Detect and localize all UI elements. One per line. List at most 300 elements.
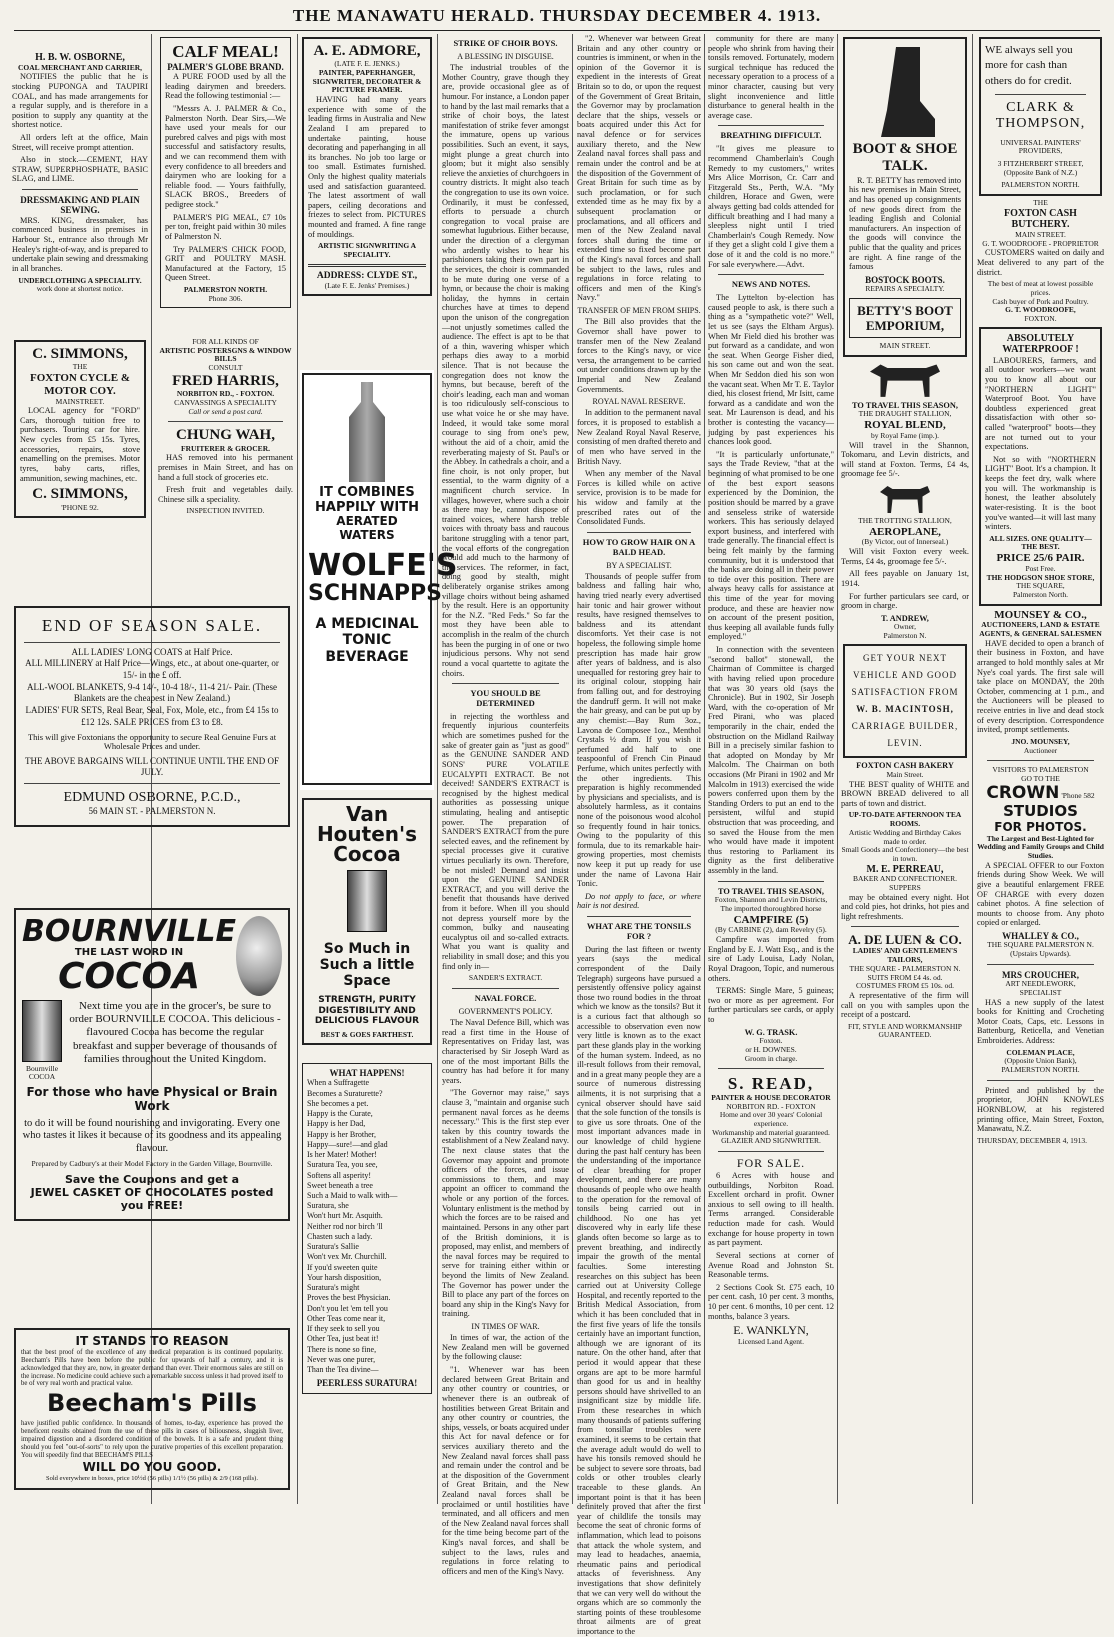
column-divider (437, 34, 438, 1504)
vh-l7: STRENGTH, PURITY DIGESTIBILITY AND DELICIOUS FLAVOUR (314, 995, 420, 1027)
verse-line: Won't vex Mr. Churchill. (307, 1252, 387, 1262)
choir-headline: STRIKE OF CHOIR BOYS. (453, 38, 558, 48)
croucher-spec: SPECIALIST (1019, 987, 1062, 997)
column-3 (442, 34, 569, 1576)
end-of-season-sale-ad (14, 606, 290, 827)
verse-line: Your harsh disposition, (307, 1272, 382, 1282)
verse-line: Softens all asperity! (307, 1170, 371, 1180)
naval-p2: "The Governor may raise," says clause 3, "maintain and organise such permanent naval forces as he deems necessary." This is the first step ever taken by this country towards the establishment of a New Zealand navy. The next clause states that the Governor may appoint and promote officers of the forces, and issue commissions to them, and may appoint an officer to command the whole or any portion of the forces. Voluntary enlistment is the method by which the forces are to be raised and maintained. Persons in any other part of the British dominions, it is proposed, may enlist, and members of the naval forces may be required to serve for training either within or beyond the limits of New Zealand. The Governor has power under the Bill to place any part of the forces on board any ship in the King's Navy for training. (442, 1088, 569, 1319)
blend-head: TO TRAVEL THIS SEASON, (852, 400, 958, 410)
vh-l1: Van (345, 802, 389, 826)
mounsey-trade: AUCTIONEERS, LAND & ESTATE AGENTS, & GENERAL SALESMEN (979, 620, 1102, 639)
mounsey-body: HAVE decided to open a branch of their business in Foxton, and have arranged to hold monthly sales at Mr Nye's coal yards. The first sale will take place on MONDAY, the 20th October, commencing at 1 p.m., and the Auctioneers will be pleased to receive entries in live and dead stock of every description. Correspondence invited, prompt settlements. (977, 638, 1104, 735)
imprint-body: Printed and published by the proprietor, JOHN KNOWLES HORNBLOW, at his registered printing office, Main Street, Foxton, Manawatu, N.Z. (977, 1085, 1104, 1134)
naval-headline: NAVAL FORCE. (474, 992, 537, 1003)
cocoa-tin-label: Bournville COCOA (25, 1063, 59, 1082)
verse-line: If you'd sweeten quite (307, 1262, 378, 1272)
betty-emporium: BETTY'S BOOT EMPORIUM, (857, 303, 953, 334)
read-work: Workmanship and material guaranteed. (712, 1127, 830, 1137)
naval-subhead2: IN TIMES OF WAR. (471, 1322, 540, 1331)
chung-invite: INSPECTION INVITED. (186, 506, 265, 516)
wanklyn-sig: E. WANKLYN, (733, 1323, 809, 1338)
verse-line: Never was one purer, (307, 1354, 376, 1364)
crown-name: CROWN (986, 782, 1060, 803)
read-painter-ad (708, 1074, 834, 1146)
bournville-prep: Prepared by Cadbury's at their Model Factory in the Garden Village, Bournville. (31, 1158, 273, 1168)
read-glaz: GLAZIER AND SIGNWRITER. (721, 1136, 821, 1146)
breathing-headline: BREATHING DIFFICULT. (720, 130, 822, 141)
calf-sub: PALMER'S GLOBE BRAND. (167, 61, 284, 72)
divider (452, 988, 559, 989)
verse-line: Proves the best Physician. (307, 1293, 391, 1303)
beecham-col (12, 1325, 292, 1503)
campfire-place: Foxton, Shannon and Levin Districts, (714, 895, 828, 905)
bournville-p1: Next time you are in the grocer's, be sure to order BOURNVILLE COCOA. This delicious - flavoured Cocoa has become the regular breakfast and supper beverage of thousands of families throughout the United Kingdom. (69, 1000, 281, 1065)
for-sale-item: 2 Sections Cook St. £75 each, 10 per cent. cash, 10 per cent. 3 months, 10 per cent. 6 months, 10 per cent. 12 months, balance 3 years. (708, 1282, 834, 1321)
bakery-name: M. E. PERREAU, (866, 863, 944, 875)
waterproof-body: LABOURERS, farmers, and all outdoor workers—we want you to know all about our "NORTHERN LIGHT" Waterproof Boot. You have doubtless experienced great dissatisfaction with other so-called "waterproof" boots—they are not turned out to your expectations. (985, 355, 1096, 452)
hair-note: Do not apply to face, or where hair is not desired. (577, 891, 701, 911)
verse-line: Happy is her Brother, (307, 1129, 376, 1139)
admore-spec: ARTISTIC SIGNWRITING A SPECIALITY. (317, 241, 417, 259)
naval-reserve-subhead: ROYAL NAVAL RESERVE. (592, 397, 686, 407)
bournville-brand: BOURNVILLE (22, 914, 237, 950)
for-sale-head: FOR SALE. (736, 1156, 806, 1171)
verse-line: There is none so fine, (307, 1344, 377, 1354)
column-4 (577, 34, 701, 1637)
wolfe-brand2: SCHNAPPS (308, 580, 442, 606)
news-p2: "It is particularly unfortunate," says the Trade Review, "that at the beginning of what promised to be one of the best export seasons experienced by the Dominion, the position should be marred by a grave and senseless strike of waterside workers. This has seriously delayed export business, and interfered with trade generally. The financial effect is being felt mainly by the farming community, but it is understood that the banks are doing all in their power to tide over this position. There are always heavy calls for assistance at this time of the year for moving produce, and these are heavier now on account of the present position, thus keeping all available funds fully employed." (708, 449, 834, 642)
harris-name: FRED HARRIS, (172, 372, 279, 389)
betty-boot-ad (843, 37, 967, 357)
crown-addr: THE SQUARE PALMERSTON N. (987, 940, 1094, 950)
divider (587, 532, 691, 533)
calf-body: A PURE FOOD used by all the leading dairymen and breeders. Read the following testimonial :— (165, 72, 286, 101)
suratura-verse (307, 1078, 427, 1375)
verse-line: Becomes a Suraturette? (307, 1088, 383, 1098)
simmons-ad (14, 340, 146, 518)
vh-l2: Houten's (316, 822, 418, 846)
choir-body: The industrial troubles of the Mother Country, grave though they are, provide occasional glee as of humour. For instance, a London paper to hand by the last mail remarks that a strike of choir boys, the latest manifestation of strike fever amongst the immature, opens up various possibilities. Such an event, it says, might plunge a great church into gloom; but it might also sensibly relieve the anxieties of churchgoers in country districts. It might also teach the congregation to use its own voice. Ordinarily, it must be confessed, efforts to persuade a church congregation to vocal praise are somewhat lugubrious. Either because, under the direction of a clergyman who ardently wishes to hear his parishioners taking their own part in the services, the choir is commanded to be mute during one verse of a hymn, or because the choir is making holiday, the hymns in certain churches have at times to depend upon the unison of the congregation—not unjustly sometimes called the audience. The effect is apt to be that of a thin, wavering whisper which perhaps dies away to a morbid silence. That is not because the congregation does not know the hymns, but because, bereft of the choir's leading, each man and woman is too ridiculously self-conscious to use what voice he or she may have. Indeed, it would take some moral courage to sing from one's pew, without the aid of a choir, amid the reverberating majesty of St. Paul's or the Abbey. In cathedrals a choir, and a fine choir, is not only proper, but essential, to the warm dignity of a magnificent church service. In villages, however, where such a choir as there may be, cannot dispose of trained voices, where harsh treble voices with throaty bass and raucous baritone struggling with a tenor part, the vocal efforts of the congregation would add much to the harmony of the services. The reformer, in fact, doing good by stealth, might deliberately organise strikes among village choirs without being ashamed by the result. Here is an opportunity for the N.Z. "Red Feds." So far the most they have been able to accomplish in the realm of the church has been the purging in of one or two injudicious persons. Why not send round a vocal quartette to agitate the choirs. (442, 63, 569, 678)
sale-item: ALL MILLINERY at Half Price—Wings, etc., at about one-quarter, or 15/- in the £ off. (25, 658, 279, 681)
verse-line: Don't you let 'em tell you (307, 1303, 388, 1313)
simmons-phone: 'PHONE 92. (61, 502, 99, 512)
read-name: S. READ, (727, 1074, 815, 1094)
clark-trade: UNIVERSAL PAINTERS' PROVIDERS, (1000, 137, 1081, 156)
vh-l4: So Much in (323, 940, 411, 957)
choir-subhead: A BLESSING IN DISGUISE. (457, 51, 554, 61)
beecham-body: that the best proof of the excellence of any medical preparation is its continued popularity. Beecham's Pills have been before the public for upwards of half a century, and it is acknowledged that they are, now, in greater demand than ever. Their enormous sales are still on the increase. No medicine could achieve such a remarkable success unless it had proved itself to be of very real worth and practical value. (21, 1348, 283, 1388)
trotting-horse-illustration (880, 483, 930, 513)
dressmaking-ad (12, 195, 148, 294)
simmons-col (12, 337, 148, 597)
read-exp: Home and over 30 years' Colonial experience. (719, 1110, 823, 1129)
admore-name: A. E. ADMORE, (313, 43, 421, 59)
wolfes-schnapps-ad (302, 373, 458, 785)
calf-pig: PALMER'S PIG MEAL, £7 10s per ton, freight paid within 30 miles of Palmerston N. (165, 212, 286, 241)
clark-thompson-ad (979, 37, 1102, 196)
bournville-bar: For those who have Physical or Brain Work (26, 1084, 278, 1113)
deluen-body: A representative of the firm will call on you with samples upon the receipt of a postcard. (841, 990, 969, 1020)
butchery-body: CUSTOMERS waited on daily and Meat delivered to any part of the district. (977, 248, 1104, 277)
hair-byline: BY A SPECIALIST. (606, 560, 672, 570)
vh-l3: Cocoa (333, 842, 401, 866)
crown-desc: The Largest and Best-Lighted for Wedding and Family Groups and Child Studies. (977, 833, 1104, 860)
mac-l5: CARRIAGE BUILDER, (851, 721, 959, 732)
campfire-by: (By CARBINE (2), dam Revelry (5). (715, 925, 827, 935)
bakery-suppbody: may be obtained every night. Hot and cold pies, hot drinks, hot pies and light refreshments. (841, 892, 969, 921)
waterproof-free: Post Free. (1025, 563, 1056, 573)
beecham-head: IT STANDS TO REASON (75, 1334, 229, 1348)
waterproof-body2: Not so with "NORTHERN LIGHT" Boot. It's a champion. It keeps the feet dry, walk where you will. The workmanship is honest, the leather absolutely water-resisting. It is the boot you've wanted—it will last many winters. (985, 454, 1096, 532)
verse-line: Chasten such a lady. (307, 1231, 373, 1241)
blend-by: by Royal Fame (imp.). (870, 430, 940, 440)
waterproof-sizes: ALL SIZES. ONE QUALITY—THE BEST. (989, 533, 1092, 552)
campfire-imported: The imported thoroughbred horse (720, 903, 822, 913)
dress-head: DRESSMAKING AND PLAIN SEWING. (20, 194, 140, 216)
verse-line: Than the Tea divine— (307, 1365, 379, 1374)
divider (587, 916, 691, 917)
de-luen-tailors-ad (841, 932, 969, 1040)
blend-name: ROYAL BLEND, (864, 419, 946, 432)
divider (308, 264, 426, 267)
croucher-name: MRS CROUCHER, (1001, 969, 1079, 980)
waterproof-head: ABSOLUTELY WATERPROOF ! (1002, 332, 1079, 356)
waterproof-sq: THE SQUARE, (1016, 581, 1065, 591)
chung-trade: FRUITERER & GROCER. (181, 443, 270, 453)
butchery-cash: Cash buyer of Pork and Poultry. (992, 296, 1089, 306)
mac-l6: LEVIN. (887, 738, 923, 749)
chung-body: HAS removed into his permanent premises in Main Street, and has on hand a full stock of groceries etc. (158, 453, 293, 482)
bakery-supp: SUPPERS (889, 882, 921, 892)
naval-subhead: GOVERNMENT'S POLICY. (458, 1006, 553, 1016)
croucher-ad (977, 970, 1104, 1075)
column-5 (708, 34, 834, 1504)
campfire-agent-place: Foxton. (759, 1036, 783, 1046)
crown-up: (Upstairs Upwards). (1010, 949, 1071, 959)
mac-l4: W. B. MACINTOSH, (856, 704, 954, 715)
calf-phone: Phone 306. (208, 293, 243, 303)
blend-further: For further particulars see card, or groom in charge. (841, 591, 969, 611)
deluen-costumes: COSTUMES FROM £5 10s. od. (856, 981, 954, 991)
osborne-name: H. B. W. OSBORNE, (35, 52, 125, 63)
naval-transfer-subhead: TRANSFER OF MEN FROM SHIPS. (577, 306, 701, 316)
beechams-pills-ad (14, 1328, 290, 1490)
deluen-addr: THE SQUARE - PALMERSTON N. (849, 963, 961, 973)
vh-l8: BEST & GOES FARTHEST. (320, 1029, 414, 1039)
harris-lead2: ARTISTIC POSTERSGNS & WINDOW BILLS (159, 345, 292, 364)
osborne-body3: Also in stock.—CEMENT, HAY STRAW, SUPERPHOSPHATE, BASIC SLAG, and LIME. (12, 155, 148, 184)
clark-opp: (Opposite Bank of N.Z.) (1003, 167, 1078, 177)
news-p1: The Lyttelton by-election has caused people to ask, is there such a thing as a "sympathetic vote?" Well, let us see (says the Eltham Argus). When Mr Field died his brother was put forward as a candidate, and won the seat. When George Fisher died, his son came out and won the seat. When Mr Seddon died his son won the vacant seat. When Mr T. E. Taylor died, his closest friend, Mr Isitt, came forward as a candidate and won the seat. Mr Laurenson is dead, and his brother is contesting the vacancy—judging by past experiences his chances look good. (708, 293, 834, 447)
read-trade: PAINTER & HOUSE DECORATOR (711, 1092, 831, 1102)
column-7 (977, 34, 1104, 1504)
sale-note: This will give Foxtonians the opportunity to secure Real Genuine Furs at Wholesale Prices and under. (27, 731, 277, 752)
divider (851, 926, 959, 927)
bournville-cocoa-ad (14, 908, 290, 1221)
campfire-body: Campfire was imported from England by E. J. Watt Esq., and is the sire of Lady Louisa, Lady Nolan, Royal Dragoon, Topic, and numerous others. (708, 935, 834, 983)
dress-under: UNDERCLOTHING A SPECIALITY. (18, 275, 142, 285)
deluen-style: FIT, STYLE AND WORKMANSHIP GUARANTEED. (848, 1021, 962, 1040)
cocoa-tin-illustration (347, 870, 387, 932)
sale-col (12, 603, 292, 893)
cash-bakery-ad (841, 761, 969, 921)
crown-body: A SPECIAL OFFER to our Foxton friends during Show Week. We will give a beautiful enlargement FREE OF CHARGE with every dozen cabinet photos. A fine selection of mounts to choose from. Any photo copied or enlarged. (977, 860, 1104, 928)
wolfe-l5: TONIC BEVERAGE (325, 632, 409, 665)
column-1-top (12, 34, 148, 324)
osborne-trade: COAL MERCHANT AND CARRIER, (17, 62, 143, 72)
admore-late2: (Late F. E. Jenks' Premises.) (324, 280, 410, 290)
verse-line: Other Tea, just beat it! (307, 1334, 379, 1344)
harris-lead: FOR ALL KINDS OF (192, 337, 259, 346)
betty-body: R. T. BETTY has removed into his new premises in Main Street, and has opened up consignments of new goods direct from the leading English and Colonial manufacturers. An inspection of the goods will convince the public that the quality and prices are right. A fine range of the famous (849, 175, 961, 272)
cash-butchery-ad (977, 199, 1104, 324)
betty-repairs: REPAIRS A SPECIALTY. (865, 284, 945, 294)
harris-call: Call or send a post card. (188, 406, 263, 416)
sale-item: ALL-WOOL BLANKETS, 9-4 14/-, 10-4 18/-, 11-4 21/- Pair. (These Blankets are the cheapest in New Zealand.) (26, 681, 278, 704)
croucher-town: PALMERSTON NORTH. (1001, 1064, 1080, 1074)
mac-l3: SATISFACTION FROM (851, 686, 959, 697)
mac-l1: GET YOUR NEXT (863, 652, 947, 663)
crown-studios: STUDIOS (1003, 802, 1078, 821)
vh-l6: Space (343, 973, 391, 990)
column-2-top (158, 34, 293, 334)
vh-l5: Such a little (319, 956, 415, 973)
harris-ad (158, 338, 293, 416)
crown-l2: GO TO THE (1021, 773, 1060, 783)
wolfe-brand1: WOLFE'S (308, 547, 458, 583)
news-p3: In connection with the seventeen "second ballot" stonewall, the Chairman of Committee is charged with having relied upon procedure that was 30 years old (says the Chronicle). But in 1902, Sir Joseph Ward, with the co-operation of Mr Fred Pirani, who was placed temporarily in the chair, ended the obstruction on the Midland Railway Bill in a precisely similar fashion to that adopted on Monday by Mr Malcolm. The Chairman on both occasions (Mr Pirani in 1902 and Mr Malcolm in 1913) exercised the wide powers conferred upon them by the Standing Orders to put an end to the persistent, wilful and stupid obstruction that was proceeding, and so saved the House from the men who would have made it impotent thus restoring to Parliament its dignity as the first deliberative assembly in the land. (708, 645, 834, 876)
calf-quote: "Messrs A. J. PALMER & Co., Palmerston North. Dear Sirs,—We have used your meals for our purebred calves and pigs with most successful and satisfactory results, and we can recommend them with every confidence to all breeders and dairymen who are looking for a reliable food. — Yours faithfully, SLACK BROS., Breeders of pedigree stock." (165, 103, 286, 210)
deluen-trade: LADIES' AND GENTLEMEN'S TAILORS, (852, 946, 958, 965)
admore-body: HAVING had many years experience with some of the leading firms in Australia and New Zealand I am prepared to undertake painting, house decorating and paperhanging in all its branches. No job too large or too small. Estimates furnished. Only the highest quality materials used and satisfaction guaranteed. The latest assortment of wall papers, ceiling decorations and friezes to select from. PICTURES mounted and framed. A fine range of mouldings. (308, 95, 426, 239)
divider (22, 189, 138, 190)
chung-body2: Fresh fruit and vegetables daily. Chinese silk a speciality. (158, 485, 293, 504)
wolfe-l2: HAPPILY WITH (315, 500, 419, 516)
sale-sig: EDMUND OSBORNE, P.C.D., (63, 790, 241, 806)
beecham-name: Beecham's Pills (47, 1389, 257, 1418)
simmons-street: MAINSTREET. (55, 396, 105, 406)
campfire-ad (708, 887, 834, 1064)
verse-line: Suratura Tea, you see, (307, 1160, 378, 1170)
bakery-small: Small Goods and Confectionery—the best in town. (841, 845, 969, 863)
naval-p4: "1. Whenever war has been declared between Great Britain and any other country or countries, or whenever there is an outbreak of hostilities between Great Britain and any other country or countries, the ships, vessels, or boats acquired under this Act for naval defence or for services auxiliary thereto and the New Zealand naval forces shall pass and remain under the control and be at the disposition of the Government of Great Britain, and the New Zealand naval forces shall be proclaimed or until hostilities have terminated, and all officers and men of the New Zealand naval forces shall for the time being become part of the King's naval forces, and shall be subject to the laws, rules and regulations in force relating to officers and men of the King's Navy. (442, 1365, 569, 1576)
dress-body: MRS. KING, dressmaker, has commenced business in premises in Harbour St., entrance also through Mr Healey's right-of-way, and is prepared to undertake plain sewing and dressmaking in all branches. (12, 215, 148, 273)
divider (24, 783, 280, 784)
campfire-groom: Groom in charge. (744, 1053, 798, 1063)
beecham-good: WILL DO YOU GOOD. (82, 1460, 222, 1475)
verse-line: Suratura, she (307, 1201, 349, 1211)
bakery-trade: BAKER AND CONFECTIONER. (853, 874, 957, 884)
wolfe-l1: IT COMBINES (319, 485, 415, 500)
admore-addr: ADDRESS: CLYDE ST., (316, 270, 418, 281)
bournville-jewel: JEWEL CASKET OF CHOCOLATES posted you FREE! (30, 1186, 274, 1212)
divider (718, 1068, 824, 1069)
suratura-foot: PEERLESS SURATURA! (316, 1378, 418, 1389)
croucher-addr: COLEMAN PLACE, (1006, 1047, 1075, 1057)
bakery-head: FOXTON CASH BAKERY (856, 761, 954, 771)
harris-spec: CANVASSINGS A SPECIALITY (174, 397, 277, 407)
osborne-body: NOTIFIES the public that he is stocking PUPONGA and TAUPIRI COAL, and has made arrangements for a regular supply, and is therefore in a position to supply any quantity at the shortest notice. (12, 72, 148, 130)
bournville-col (12, 905, 292, 1315)
campfire-name: CAMPFIRE (5) (733, 913, 809, 926)
bakery-street: Main Street. (886, 769, 924, 779)
calf-title: CALF MEAL! (172, 42, 279, 61)
royal-blend-ad (841, 361, 969, 641)
waterproof-price: PRICE 25/6 PAIR. (996, 552, 1085, 565)
betty-brand: BOSTOCK BOOTS. (865, 274, 945, 285)
divider (718, 1151, 824, 1152)
admore-col (300, 34, 434, 374)
campfire-head: TO TRAVEL THIS SEASON, (718, 886, 824, 896)
mounsey-role: Auctioneer (1023, 745, 1058, 755)
van-houtens-cocoa-ad (302, 798, 432, 1045)
croucher-body: HAS a new supply of the latest books for Knitting and Crocheting Motor Coats, Caps, etc. Lessons in Battenburg, Reticella, and Venetian Embroideries. Address: (977, 997, 1104, 1045)
divider (987, 964, 1094, 965)
tonsils-cont: community for there are many people who shrink from having their tonsils removed. Fortunately, modern surgical technique has reduced the necessary operation to a process of a minor character, causing but very slight inconvenience and little disturbance to general health in the average case. (708, 34, 834, 120)
blend-the: THE DRAUGHT STALLION, (858, 409, 952, 419)
osborne-ad (12, 52, 148, 184)
bournville-tag: THE LAST WORD IN (74, 947, 184, 959)
bakery-body: THE BEST quality of WHITE and BROWN BREAD delivered to all parts of town and district. (841, 779, 969, 808)
verse-line: If they seek to sell you (307, 1324, 380, 1334)
beecham-body2: have justified public confidence. In thousands of homes, to-day, experience has proved the beneficent results obtained from the use of these pills in cases of biliousness, sluggish liver, impaired digestion and a disordered condition of the bowels. It is a safe and prudent thing should you feel "out-of-sorts" to rely upon the curative properties of this excellent preparation. You will speedily find that BEECHAM'S PILLS (21, 1420, 283, 1459)
bournville-cocoa: COCOA (58, 955, 200, 997)
mounsey-ad (977, 609, 1104, 756)
wanklyn-lic: Licensed Land Agent. (737, 1337, 805, 1347)
simmons-sign: C. SIMMONS, (32, 486, 128, 503)
deluen-suits: SUITS FROM £4 4s. od. (867, 972, 943, 982)
croucher-trade: ART NEEDLEWORK, (1005, 979, 1076, 989)
hair-headline: HOW TO GROW HAIR ON A BALD HEAD. (582, 536, 696, 557)
clark-name1: CLARK & (1006, 100, 1075, 116)
draught-horse-illustration (870, 361, 940, 397)
masthead-rule (14, 30, 1100, 31)
butchery-prop: G. T. WOODROOFE - PROPRIETOR (982, 238, 1099, 248)
crown-for: FOR PHOTOS. (994, 819, 1087, 834)
verse-line: Such a Maid to walk with— (307, 1191, 398, 1201)
verse-line: She becomes a pet. (307, 1098, 369, 1108)
blend-owner-place: Palmerston N. (883, 631, 927, 641)
sander-headline: YOU SHOULD BE DETERMINED (470, 688, 541, 708)
butchery-the: THE (1033, 198, 1048, 208)
clark-body: WE always sell you more for cash than others do for credit. (985, 44, 1073, 87)
cocoa-tin-illustration (22, 1000, 62, 1062)
verse-line: Won't hurt Mr. Asquith. (307, 1211, 383, 1221)
bottle-pouring-illustration (337, 382, 397, 482)
clark-name2: THOMPSON, (995, 116, 1086, 132)
wolfe-l3: AERATED WATERS (336, 514, 398, 543)
breathing-body: "It gives me pleasure to recommend Chamberlain's Cough Remedy to my customers," writes Mrs Alice Morrison, Cr. Carr and Fitzgerald Sts., Perth, W.A. "My children, Horace and Gwen, were always getting bad colds attended for difficult breathing and I had many a sleepless night until I tried Chamberlain's Cough Remedy. Now if they get a slight cold I give them a dose of it and the cold is no more." For sale everywhere.—Advt. (708, 144, 834, 269)
divider (168, 421, 283, 422)
naval-p1: The Naval Defence Bill, which was read a first time in the House of Representatives on Friday last, was characterised by Sir Joseph Ward as one of the most important Bills the country has had before it for many years. (442, 1018, 569, 1085)
blend-trotbody: Will visit Foxton every week. Terms, £4 4s, groomage fee 5/-. (841, 547, 969, 566)
mounsey-sig: JNO. MOUNSEY, (1011, 736, 1070, 746)
admore-trade: PAINTER, PAPERHANGER, SIGNWRITER, DECORATER & PICTURE FRAMER. (312, 68, 422, 95)
sander-sig: SANDER'S EXTRACT. (468, 973, 543, 983)
blend-body: Will travel in the Shannon, Tokomaru, and Levin districts, and will stand at Foxton. Terms, £4 4s, groomage fee 5/-. (841, 440, 969, 479)
blend-fees: All fees payable on January 1st, 1914. (841, 569, 969, 588)
bakery-cakes: Artistic Wedding and Birthday Cakes made to order. (848, 827, 962, 846)
vanhouten-col (300, 795, 434, 1055)
divider (24, 642, 280, 643)
chung-ad (158, 427, 293, 516)
simmons-firm: FOXTON CYCLE & MOTOR COY. (29, 372, 131, 397)
column-divider (972, 34, 973, 1504)
crown-phone: 'Phone 582 (1061, 790, 1095, 800)
clark-town: PALMERSTON NORTH. (1001, 180, 1080, 190)
bournville-save: Save the Coupons and get a (64, 1173, 240, 1187)
clark-addr: 3 FITZHERBERT STREET, (997, 159, 1084, 169)
sale-item: ALL LADIES' LONG COATS at Half Price. (71, 646, 233, 657)
column-divider (837, 34, 838, 1504)
imprint-date: THURSDAY, DECEMBER 4, 1913. (977, 1135, 1088, 1145)
butchery-sig: G. T. WOODROOFE, (1005, 305, 1076, 315)
verse-line: Other Teas come near it, (307, 1313, 386, 1323)
admore-ad (302, 37, 432, 296)
naval-cont-p4: When any member of the Naval Forces is killed while on active service, provision is to be made for his widow and family at the prescribed rates out of the Consolidated Funds. (577, 469, 701, 527)
chung-name: CHUNG WAH, (176, 427, 275, 444)
column-divider (572, 34, 573, 1504)
verse-line: Suratura's might (307, 1283, 360, 1293)
macintosh-ad (843, 644, 967, 759)
osborne-body2: All orders left at the office, Main Street, will receive prompt attention. (12, 132, 148, 152)
admore-late: (LATE F. E. JENKS.) (334, 59, 400, 69)
divider (718, 125, 824, 126)
simmons-body: LOCAL agency for "FORD" Cars, thorough tuition free to purchasers. Touring car for hire. New cycles from £5 15s. Tyres, accessories, repairs, stove enamelling on the premises. Motor tyres, baby carts, rifles, ammunition, sewing machines, etc. (20, 406, 140, 483)
for-sale-item: Several sections at corner of Avenue Road and Johnston St. Reasonable terms. (708, 1250, 834, 1280)
calf-meal-ad (160, 37, 291, 308)
man-portrait-illustration (236, 916, 282, 996)
mac-l2: VEHICLE AND GOOD (853, 669, 957, 680)
betty-street: MAIN STREET. (879, 341, 931, 351)
sale-cont: THE ABOVE BARGAINS WILL CONTINUE UNTIL THE END OF JULY. (25, 756, 279, 777)
divider (987, 760, 1094, 761)
calf-town: PALMERSTON NORTH. (183, 284, 268, 294)
verse-line: Happy is the Curate, (307, 1109, 373, 1119)
waterproof-boot-ad (979, 327, 1102, 606)
divider (995, 94, 1086, 95)
naval-p3: In times of war, the action of the New Zealand men will be governed by the following clause: (442, 1333, 569, 1362)
masthead: THE MANAWATU HERALD. THURSDAY DECEMBER 4. 1913. (292, 6, 822, 25)
blend-trot: THE TROTTING STALLION, (858, 516, 952, 526)
verse-line: Suratura's Sallie (307, 1242, 359, 1252)
blend-trotname: AEROPLANE, (869, 525, 941, 538)
waterproof-town: Palmerston North. (1013, 589, 1068, 599)
butchery-street: MAIN STREET. (1015, 229, 1066, 239)
column-divider (704, 34, 705, 1504)
suratura-head: WHAT HAPPENS! (329, 1068, 405, 1078)
verse-line: Is her Mater! Mother! (307, 1150, 377, 1160)
butchery-town: FOXTON. (1024, 313, 1057, 323)
verse-line: When a Suffragette (307, 1078, 370, 1088)
tonsils-body: During the last fifteen or twenty years (says the medical correspondent of the Daily Telegraph) surgeons have pursued a persistently offensive policy against those two round bodies in the throat which we know as the tonsils? But it is a curious fact that although so accessible to observation even now very little is known as to the exact part these glands play in the working of the human system. Indeed, as no ill-result follows from their removal, and in a great many people they are a source of numerous distressing ailments, it is not surprising that a cynical observer should have said that the sole function of the tonsils is to give us sore throats. One of the most important advances made in our knowledge of child hygiene during the past half century has been the understanding of the importance of clear breathing for proper development, and there are many thousands of people who owe health to the operation for the removal of tonsils being carried out in childhood. No one has yet discovered why in early life these glands often become so large as to prevent breathing, and indirectly impair the growth of the mental faculties. Some interesting researches on this subject has been carried out at University College Hospital, and recently reported to the British Medical Association, from which it has been concluded that in the first five years of life the tonsils certainly have an important function, although we are ignorant of its nature. On the other hand, after that period it would appear that these organs are apt to be more harmful than good for us and in healthy persons should have shrivelled to an insignificant size by middle life. From these researches in which many thousands of patients suffering from tonsillar troubles were examined, it seems to be certain that the average adult would do well to have his tonsils removed should he be subject to severe sore throats, bad colds or other troubles clearly traceable to these glands. An important point is that it has been definitely proved that after the first year of childlife the tonsils may become the seat of chronic forms of inflammation, which lead to poisons that attack the whole system, and may lead to headaches, anaemia, rheumatic pains and periodical attacks of feverishness. Any investigations that show definitely that we can very well do without the organs which are so commonly the starting points of these troublesome throat ailments are of great importance to the (577, 944, 701, 1637)
blend-trotby: (By Victor, out of Innerseal.) (861, 537, 949, 547)
harris-col (158, 338, 293, 598)
blend-owner-title: Owner, (894, 622, 916, 632)
suratura-col (300, 1060, 434, 1504)
news-headline: NEWS AND NOTES. (731, 279, 811, 290)
harris-addr: NORBITON RD., - FOXTON. (176, 389, 275, 399)
deluen-name: A. DE LUEN & CO. (848, 932, 962, 948)
for-sale-item: 6 Acres with house and outbuildings, Norbiton Road. Excellent orchard in profit. Owner anxious to sell owing to ill health. Terms arranged. Considerable reduction made for cash. Would exchange for house property in town as part payment. (708, 1171, 834, 1248)
campfire-agent: W. G. TRASK. (744, 1027, 798, 1037)
verse-line: Sweet beneath a tree (307, 1180, 373, 1190)
beecham-sold: Sold everywhere in boxes, price 10½d (56 pills) 1/1½ (56 pills) & 2/9 (168 pills). (46, 1475, 258, 1483)
naval-cont-p3: In addition to the permanent naval forces, it is proposed to establish a New Zealand Royal Naval Reserve, consisting of men drafted thereto and of men who have served in the British Navy. (577, 408, 701, 466)
column-divider (297, 34, 298, 1504)
simmons-the: THE (72, 362, 88, 372)
